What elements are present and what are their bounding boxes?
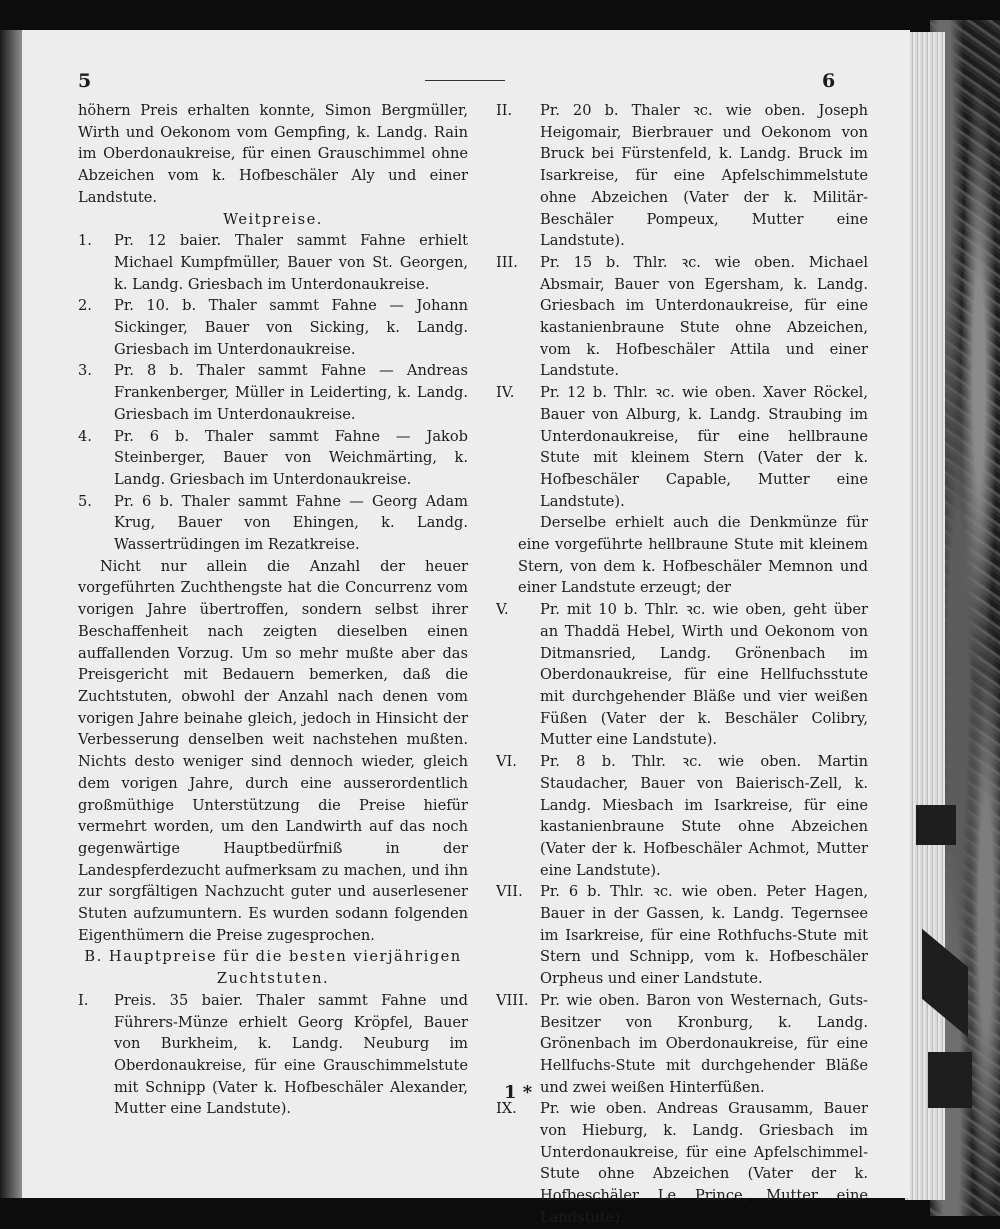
item-number: 4. [78,427,92,445]
body-paragraph: Nicht nur allein die Anzahl der heuer vorgeführten Zuchthengste hat die Concurrenz vom vorigen Jahre übertroffen, sondern selbst ihrer Beschaffenheit nach zeigten dieselben einen auffallenden Vorzug. Um so mehr mußte aber das Preisgericht mit Bedauern bemerken, daß die Zuchtstuten, obwohl der Anzahl nach denen vom vorigen Jahre beinahe gleich, jedoch in Hinsicht der Verbesserung denselben weit nachstehen mußten. Nichts desto weniger sind dennoch wieder, gleich dem vorigen Jahre, durch eine ausserordentlich großmüthige Unterstützung die Preise hiefür vermehrt worden, um den Landwirth auf das noch gegenwärtige Hauptbedürfniß in der Landespferdezucht aufmerksam zu machen, und ihn zur sorgfältigen Nachzucht guter und auserlesener Stuten aufzumuntern. Es wurden sodann folgenden Eigenthümern die Preise zugesprochen. [78,557,468,944]
item-number: V. [496,601,509,619]
list-item [78,295,468,360]
list-item [496,599,868,751]
item-number: VI. [496,753,517,771]
item-text: Pr. 8 b. Thaler sammt Fahne — Andreas Frankenberger, Müller in Leiderting, k. Landg. Griesbach im Unterdonaukreise. [114,362,468,423]
list-item [496,252,868,382]
list-item [496,100,868,252]
section-heading: B. Hauptpreise für die besten vierjährigen Zuchtstuten. [84,948,462,988]
list-item [496,751,868,881]
item-number: 1. [78,232,92,250]
header-rule [425,80,505,81]
left-column [78,100,468,1120]
item-text: Pr. 20 b. Thaler ꝛc. wie oben. Joseph Heigomair, Bierbrauer und Oekonom von Bruck bei Fürstenfeld, k. Landg. Bruck im Isarkreise, für eine Apfelschimmelstute ohne Abzeichen (Vater der k. Militär-Beschäler Pompeux, Mutter eine Landstute). [540,102,868,250]
list-item [496,1098,868,1228]
item-number: 5. [78,492,92,510]
list-item [78,990,468,1120]
page-edges [905,32,945,1200]
list-item [496,881,868,990]
page-tab [928,1052,972,1108]
item-text: Pr. 12 baier. Thaler sammt Fahne erhielt Michael Kumpfmüller, Bauer von St. Georgen, k. Landg. Griesbach im Unterdonaukreise. [114,232,468,293]
signature-mark: 1 * [504,1082,533,1103]
item-number: VIII. [496,991,529,1009]
weitpreise-heading: Weitpreise. [223,210,323,228]
item-text: Pr. 15 b. Thlr. ꝛc. wie oben. Michael Absmair, Bauer von Egersham, k. Landg. Griesbach im Unterdonaukreise, für eine kastanienbraune Stute ohne Abzeichen, vom k. Hofbeschäler Attila und einer Landstute. [540,253,868,380]
item-number: I. [78,991,89,1009]
item-number: IV. [496,384,515,402]
derselbe-note: Derselbe erhielt auch die Denkmünze für eine vorgeführte hellbraune Stute mit kleinem Stern, von dem k. Hofbeschäler Memnon und einer Landstute erzeugt; der [518,514,868,597]
gutter-shadow [0,30,24,1198]
list-item [78,426,468,491]
item-text: Pr. wie oben. Baron von Westernach, Guts-Besitzer von Kronburg, k. Landg. Grönenbach im Oberdonaukreise, für eine Hellfuchs-Stute mit durchgehender Bläße und zwei weißen Hinterfüßen. [540,991,868,1096]
list-item [78,230,468,295]
item-number: II. [496,102,513,119]
list-item [78,491,468,556]
item-text: Pr. 6 b. Thaler sammt Fahne — Georg Adam Krug, Bauer von Ehingen, k. Landg. Wassertrüdingen im Rezatkreise. [114,492,468,554]
item-number: 3. [78,362,92,380]
item-text: Pr. 8 b. Thlr. ꝛc. wie oben. Martin Staudacher, Bauer von Baierisch-Zell, k. Landg. Miesbach im Isarkreise, für eine kastanienbraune Stute ohne Abzeichen (Vater der k. Hofbeschäler Achmot, Mutter eine Landstute). [540,753,868,879]
list-item [78,360,468,425]
page-number-right: 6 [822,70,836,92]
item-number: III. [496,253,518,271]
item-text: Pr. wie oben. Andreas Grausamm, Bauer von Hieburg, k. Landg. Griesbach im Unterdonaukreise, für eine Apfelschimmel-Stute ohne Abzeichen (Vater der k. Hofbeschäler Le Prince, Mutter eine Landstute). [540,1100,868,1226]
item-number: VII. [496,883,523,901]
right-column [496,100,868,1229]
item-text: Pr. 12 b. Thlr. ꝛc. wie oben. Xaver Röckel, Bauer von Alburg, k. Landg. Straubing im Unterdonaukreise, für eine hellbraune Stute mit kleinem Stern (Vater der k. Hofbeschäler Capable, Mutter eine Landstute). [540,384,868,510]
list-item [496,382,868,512]
list-item [496,990,868,1099]
item-text: Pr. 6 b. Thaler sammt Fahne — Jakob Steinberger, Bauer von Weichmärting, k. Landg. Griesbach im Unterdonaukreise. [114,427,468,488]
intro-text: höhern Preis erhalten konnte, Simon Bergmüller, Wirth und Oekonom vom Gempfing, k. Landg. Rain im Oberdonaukreise, für einen Grauschimmel ohne Abzeichen vom k. Hofbeschäler Aly und einer Landstute. [78,102,468,206]
page-number-left: 5 [78,70,92,92]
item-number: 2. [78,297,92,315]
item-text: Pr. mit 10 b. Thlr. ꝛc. wie oben, geht über an Thaddä Hebel, Wirth und Oekonom von Ditmansried, Landg. Grönenbach im Oberdonaukreise, für eine Hellfuchsstute mit durchgehender Bläße und vier weißen Füßen (Vater der k. Beschäler Colibry, Mutter eine Landstute). [540,601,868,749]
item-text: Pr. 6 b. Thlr. ꝛc. wie oben. Peter Hagen, Bauer in der Gassen, k. Landg. Tegernsee im Isarkreise, für eine Rothfuchs-Stute mit Stern und Schnipp, vom k. Hofbeschäler Orpheus und einer Landstute. [540,883,868,988]
page-tab [916,805,956,845]
item-text: Pr. 10. b. Thaler sammt Fahne — Johann Sickinger, Bauer von Sicking, k. Landg. Griesbach im Unterdonaukreise. [114,297,468,358]
item-number: IX. [496,1100,517,1118]
item-text: Preis. 35 baier. Thaler sammt Fahne und Führers-Münze erhielt Georg Kröpfel, Bauer von Burkheim, k. Landg. Neuburg im Oberdonaukreise, für eine Grauschimmelstute mit Schnipp (Vater k. Hofbeschäler Alexander, Mutter eine Landstute). [114,991,468,1118]
